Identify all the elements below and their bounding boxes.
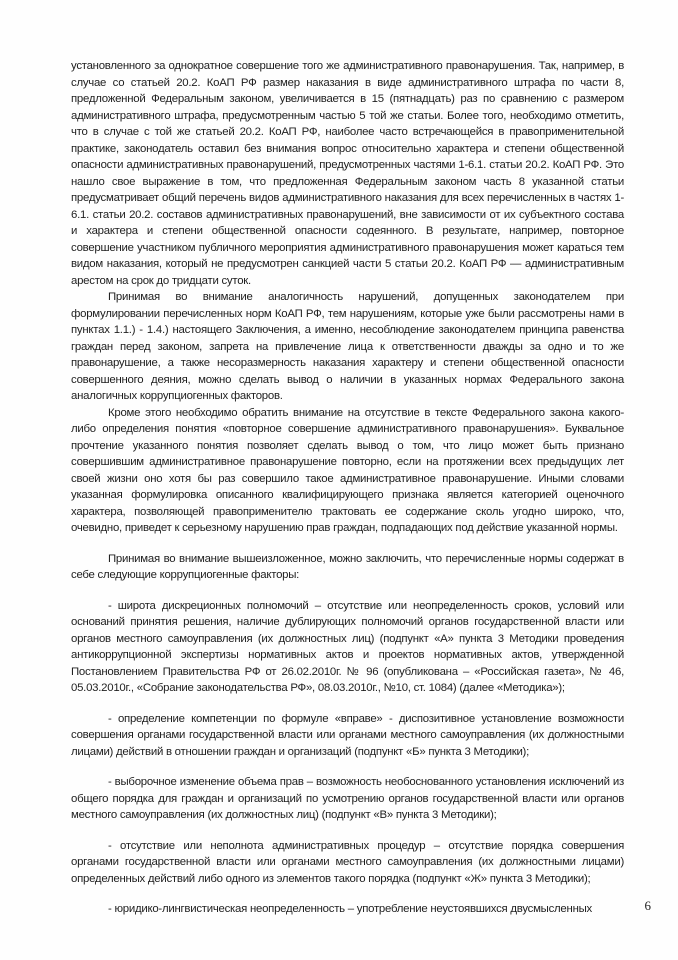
list-item-corruption-factor-4: - отсутствие или неполнота административных процедур – отсутствие порядка совершения органами государственной власти или органами местного самоуправления (их должностными лицами) определенных действий либо одного из элементов такого порядка (подпункт «Ж» пункта 3 Методики); bbox=[71, 839, 624, 885]
paragraph-analogous-violations: Принимая во внимание аналогичность нарушений, допущенных законодателем при формулировании перечисленных норм КоАП РФ, тем нарушениям, которые уже были рассмотрены нами в пунктах 1.1.) - 1.4.) настоящего Заключения, а именно, несоблюдение законодателем принципа равенства граждан перед законом, запрета на привлечение лица к ответственности дважды за одно и то же правонарушение, а также несоразмерность наказания характеру и степени общественной опасности совершенного деяния, можно сделать вывод о наличии в указанных нормах Федерального закона аналогичных коррупциогенных факторов. bbox=[71, 291, 624, 402]
list-item-corruption-factor-3: - выборочное изменение объема прав – возможность необоснованного установления исключений из общего порядка для граждан и организаций по усмотрению органов государственной власти или органов местного самоуправления (их должностных лиц) (подпункт «В» пункта 3 Методики); bbox=[71, 776, 624, 821]
paragraph-repeated-offense-definition: Кроме этого необходимо обратить внимание на отсутствие в тексте Федерального закона какого-либо определения понятия «повторное совершение административного правонарушения». Буквальное прочтение указанного понятия позволяет сделать вывод о том, что лицо может быть признано совершившим административное правонарушение повторно, если на протяжении всех предыдущих лет своей жизни оно хотя бы раз совершило такое административное правонарушение. Иными словами указанная формулировка описанного квалифицирующего признака является категорией оценочного характера, позволяющей правоприменителю трактовать ее содержание сколь угодно широко, что, очевидно, приведет к серьезному нарушению прав граждан, подпадающих под действие указанной нормы. bbox=[71, 406, 624, 534]
paragraph-conclusion-intro: Принимая во внимание вышеизложенное, можно заключить, что перечисленные нормы содержат в себе следующие коррупциогенные факторы: bbox=[71, 552, 624, 581]
paragraph-continued: установленного за однократное совершение того же административного правонарушения. Так, например, в случае со статьей 20.2. КоАП РФ размер наказания в виде административного штрафа по части 8, предложенной Федеральным законом, увеличивается в 15 (пятнадцать) раз по сравнению с размером административного штрафа, предусмотренным частью 5 той же статьи. Более того, необходимо отметить, что в случае с той же статьей 20.2. КоАП РФ, наиболее часто встречающейся в правоприменительной практике, законодатель оставил без внимания вопрос относительно характера и степени общественной опасности административных правонарушений, предусмотренных частями 1-6.1. статьи 20.2. КоАП РФ. Это нашло свое выражение в том, что предложенная Федеральным законом часть 8 указанной статьи предусматривает общий перечень видов административного наказания для всех перечисленных в частях 1-6.1. статьи 20.2. составов административных правонарушений, вне зависимости от их субъектного состава и характера и степени общественной опасности содеянного. В результате, например, повторное совершение участником публичного мероприятия административного правонарушения может караться тем видом наказания, который не предусмотрен санкцией части 5 статьи 20.2. КоАП РФ — административным арестом на срок до тридцати суток. bbox=[71, 60, 624, 287]
list-item-corruption-factor-1: - широта дискреционных полномочий – отсутствие или неопределенность сроков, условий или оснований принятия решения, наличие дублирующих полномочий органов государственной власти или органов местного самоуправления (их должностных лиц) (подпункт «А» пункта 3 Методики проведения антикоррупционной экспертизы нормативных актов и проектов нормативных актов, утвержденной Постановлением Правительства РФ от 26.02.2010г. № 96 (опубликована – «Российская газета», № 46, 05.03.2010г., «Собрание законодательства РФ», 08.03.2010г., №10, ст. 1084) (далее «Методика»); bbox=[71, 599, 624, 694]
text-block bbox=[71, 58, 624, 918]
page-number: 6 bbox=[644, 898, 651, 913]
list-item-corruption-factor-2: - определение компетенции по формуле «вправе» - диспозитивное установление возможности совершения органами государственной власти или органами местного самоуправления (их должностными лицами) действий в отношении граждан и организаций (подпункт «Б» пункта 3 Методики); bbox=[71, 712, 624, 758]
list-item-corruption-factor-5: - юридико-лингвистическая неопределенность – употребление неустоявшихся двусмысленных bbox=[108, 903, 592, 915]
